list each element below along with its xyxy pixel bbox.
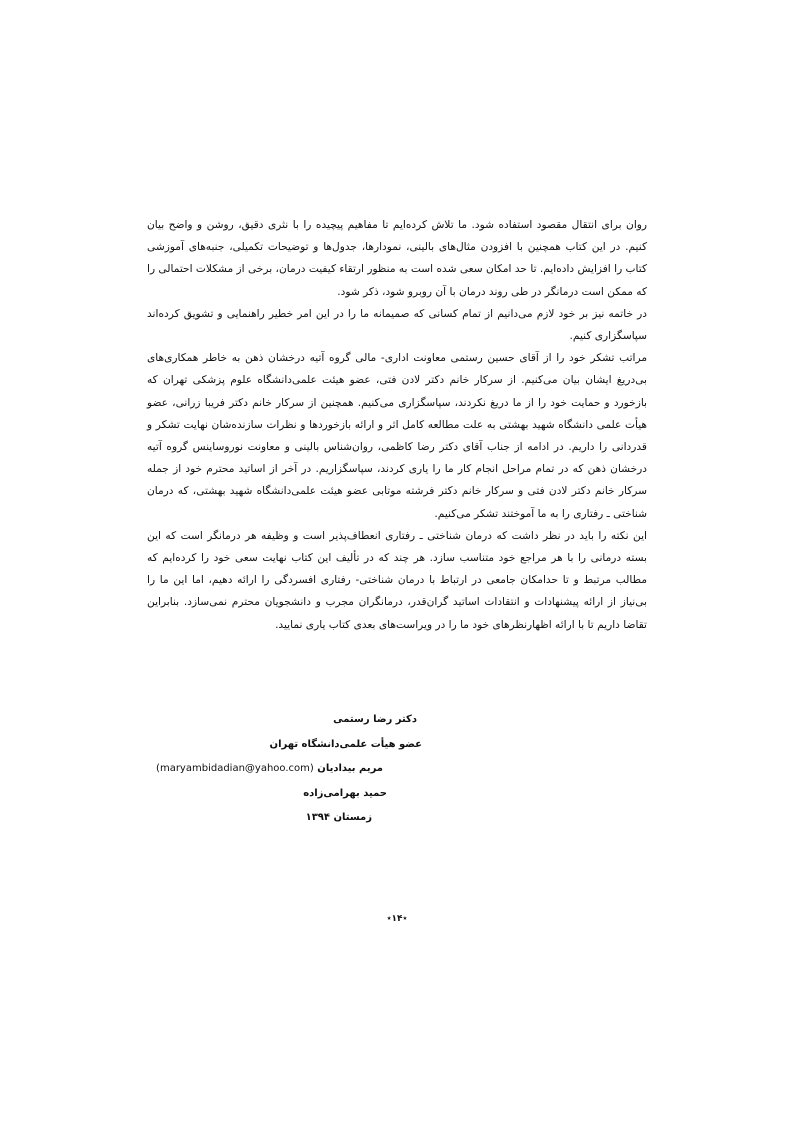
author-3-name: حمید بهرامی‌زاده [303,787,387,799]
page-number: ٭۱۴٭ [386,914,408,924]
paragraph-2: در خاتمه نیز بر خود لازم می‌دانیم از تمام کسانی که صمیمانه ما را در این امر خطیر راهنمایی و تشویق کرده‌اند سپاسگزاری کنیم. [147,307,647,343]
paragraph-4: این نکته را باید در نظر داشت که درمان شناختی ـ رفتاری انعطاف‌پذیر است و وظیفه هر درمانگر است که این بسته درمانی را با هر مراجع خود متناسب سازد. هر چند که در تألیف این کتاب نهایت سعی خود را کرده‌ایم که مطالب مرتبط و تا حدامکان جامعی در ارتباط با درمان شناختی- رفتاری افسردگی را ارائه دهیم، اما این ما را بی‌نیاز از ارائه پیشنهادات و انتقادات اساتید گران‌قدر، درمانگران مجرب و دانشجویان محترم نمی‌سازد. بنابراین تقاضا داریم تا با ارائه اظهارنظرهای خود ما را در ویراست‌های بعدی کتاب یاری نمایید. [147,529,647,631]
author-1-name: دکتر رضا رستمی [333,714,417,725]
author-1-affiliation: عضو هیأت علمی‌دانشگاه تهران [269,738,422,750]
signature-date: زمستان ۱۳۹۴ [305,812,372,823]
preface-body [147,214,647,636]
signature-block [147,708,647,831]
author-2-email: (maryambidadian@yahoo.com) [156,763,314,774]
author-2-name: مریم بیدادیان [317,763,383,774]
author-2-line [147,757,647,782]
paragraph-1: روان برای انتقال مقصود استفاده شود. ما تلاش کرده‌ایم تا مفاهیم پیچیده را با نثری دقیق، روشن و واضح بیان کنیم. در این کتاب همچنین با افزودن مثال‌های بالینی، نمودارها، جدول‌ها و توضیحات تکمیلی، جنبه‌های آموزشی کتاب را افزایش داده‌ایم. تا حد امکان سعی شده است به منظور ارتقاء کیفیت درمان، برخی از مشکلات احتمالی را که ممکن است درمانگر در طی روند درمان با آن روبرو شود، ذکر شود. [147,219,647,298]
paragraph-3: مراتب تشکر خود را از آقای حسین رستمی معاونت اداری- مالی گروه آتیه درخشان ذهن به خاطر همکاری‌های بی‌دریغ ایشان بیان می‌کنیم. از سرکار خانم دکتر لادن فتی، عضو هیئت علمی‌دانشگاه علوم پزشکی تهران که بازخورد و حمایت خود را از ما دریغ نکردند، سپاسگزاری می‌کنیم. همچنین از سرکار خانم دکتر فریبا زرانی، عضو هیأت علمی دانشگاه شهید بهشتی به علت مطالعه کامل اثر و ارائه بازخوردها و نظرات سازنده‌شان نهایت تشکر و قدردانی را داریم. در ادامه از جناب آقای دکتر رضا کاظمی، روان‌شناس بالینی و معاونت نوروساینس گروه آتیه درخشان ذهن که در تمام مراحل انجام کار ما را یاری کردند، سپاسگزاریم. در آخر از اساتید محترم خود از جمله سرکار خانم دکتر لادن فتی و سرکار خانم دکتر فرشته موتابی عضو هیئت علمی‌دانشگاه شهید بهشتی، که درمان شناختی ـ رفتاری را به ما آموختند تشکر می‌کنیم. [147,352,647,520]
